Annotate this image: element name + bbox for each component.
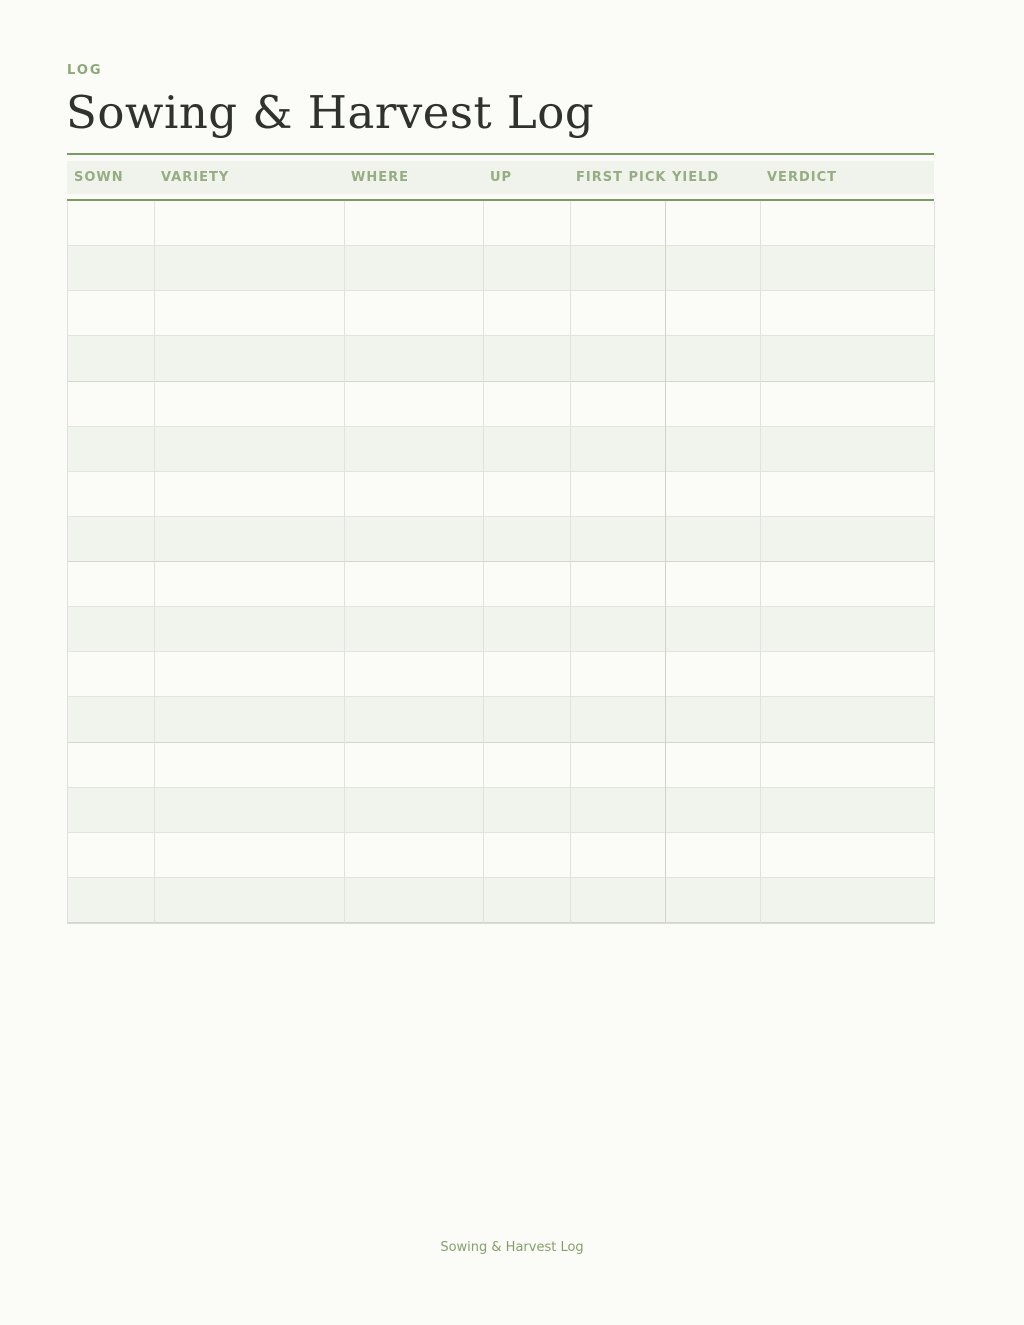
table-row[interactable] [68, 291, 934, 336]
column-divider [570, 201, 571, 923]
column-header-yield: YIELD [672, 170, 720, 185]
column-header-sown: SOWN [74, 170, 124, 185]
table-row[interactable] [68, 336, 934, 381]
column-divider [344, 201, 345, 923]
column-divider [483, 201, 484, 923]
column-header-variety: VARIETY [161, 170, 230, 185]
top-rule [67, 153, 934, 155]
table-row[interactable] [68, 562, 934, 607]
footer-title: Sowing & Harvest Log [440, 1240, 584, 1255]
table-row[interactable] [68, 517, 934, 562]
table-row[interactable] [68, 788, 934, 833]
column-header-first-pick: FIRST PICK [576, 170, 667, 185]
table-header [67, 161, 934, 194]
table-row[interactable] [68, 878, 934, 923]
table-row[interactable] [68, 201, 934, 246]
table-row[interactable] [68, 472, 934, 517]
log-table [67, 201, 935, 924]
table-row[interactable] [68, 652, 934, 697]
table-row[interactable] [68, 427, 934, 472]
column-divider [760, 201, 761, 923]
page-title: Sowing & Harvest Log [66, 86, 595, 139]
column-header-up: UP [490, 170, 513, 185]
table-row[interactable] [68, 743, 934, 788]
column-divider [154, 201, 155, 923]
table-row[interactable] [68, 697, 934, 742]
column-divider [665, 201, 666, 923]
table-row[interactable] [68, 833, 934, 878]
column-header-verdict: VERDICT [767, 170, 837, 185]
column-header-where: WHERE [351, 170, 409, 185]
table-row[interactable] [68, 382, 934, 427]
table-row[interactable] [68, 246, 934, 291]
table-row[interactable] [68, 607, 934, 652]
section-label: LOG [67, 63, 103, 78]
